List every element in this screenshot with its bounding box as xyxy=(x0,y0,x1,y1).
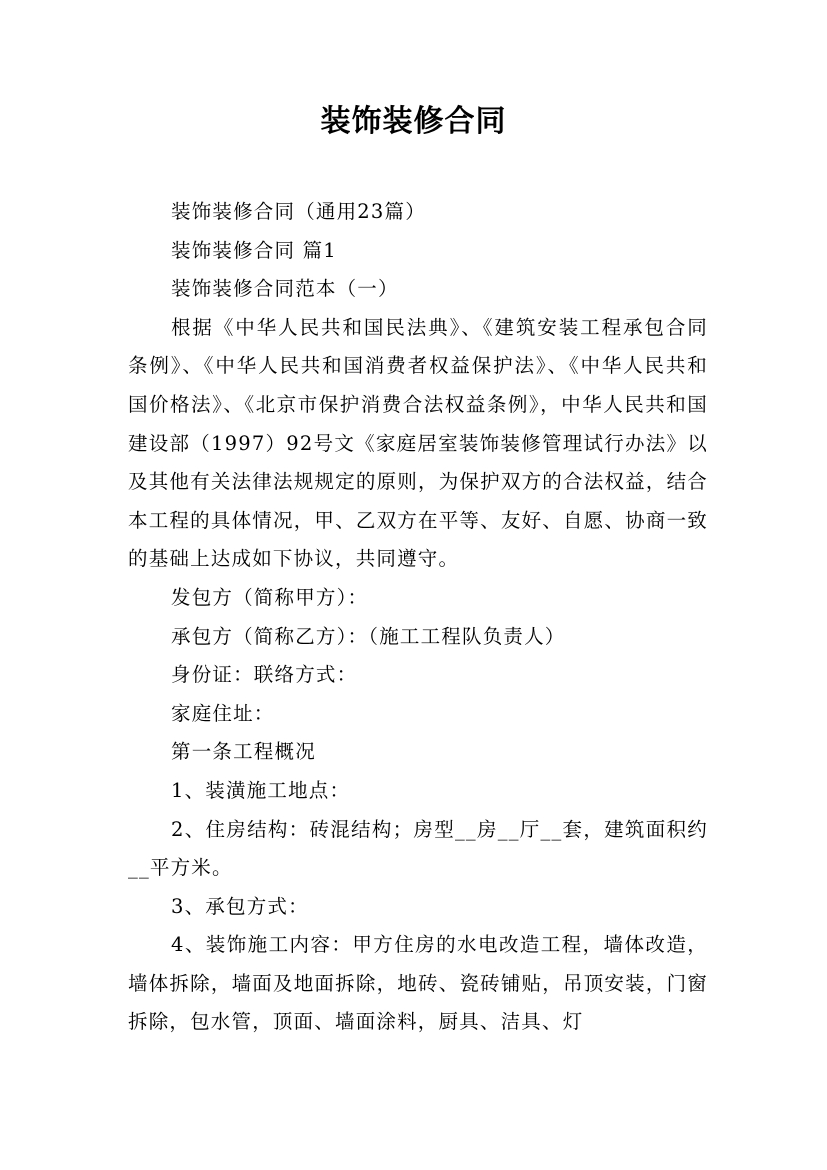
paragraph-section-heading: 装饰装修合同 篇1 xyxy=(171,238,337,262)
paragraph-item-4: 4、装饰施工内容：甲方住房的水电改造工程，墙体改造，墙体拆除，墙面及地面拆除，地砖、瓷砖铺贴，吊顶安装，门窗拆除，包水管，顶面、墙面涂料，厨具、洁具、灯 xyxy=(128,933,708,1034)
document-body xyxy=(128,193,708,1042)
paragraph-home-address: 家庭住址： xyxy=(171,701,275,725)
paragraph-subtitle: 装饰装修合同（通用23篇） xyxy=(171,200,426,223)
paragraph-item-1: 1、装潢施工地点： xyxy=(171,778,351,802)
paragraph-legal-basis: 根据《中华人民共和国民法典》、《建筑安装工程承包合同条例》、《中华人民共和国消费者权益保护法》、《中华人民共和国价格法》、《北京市保护消费合法权益条例》，中华人民共和国建设部（1997）92号文《家庭居室装饰装修管理试行办法》以及其他有关法律法规规定的原则，为保护双方的合法权益，结合本工程的具体情况，甲、乙双方在平等、友好、自愿、协商一致的基础上达成如下协议，共同遵守。 xyxy=(128,315,708,571)
paragraph-party-a: 发包方（简称甲方）： xyxy=(171,585,369,609)
paragraph-id-contact: 身份证：联络方式： xyxy=(171,663,358,687)
paragraph-article-1: 第一条工程概况 xyxy=(171,740,316,764)
paragraph-party-b: 承包方（简称乙方）：（施工工程队负责人） xyxy=(171,624,566,648)
paragraph-template-title: 装饰装修合同范本（一） xyxy=(171,277,399,301)
paragraph-item-2: 2、住房结构：砖混结构；房型__房__厅__套，建筑面积约__平方米。 xyxy=(128,817,708,880)
document-title: 装饰装修合同 xyxy=(320,104,507,139)
paragraph-item-3: 3、承包方式： xyxy=(171,894,309,918)
